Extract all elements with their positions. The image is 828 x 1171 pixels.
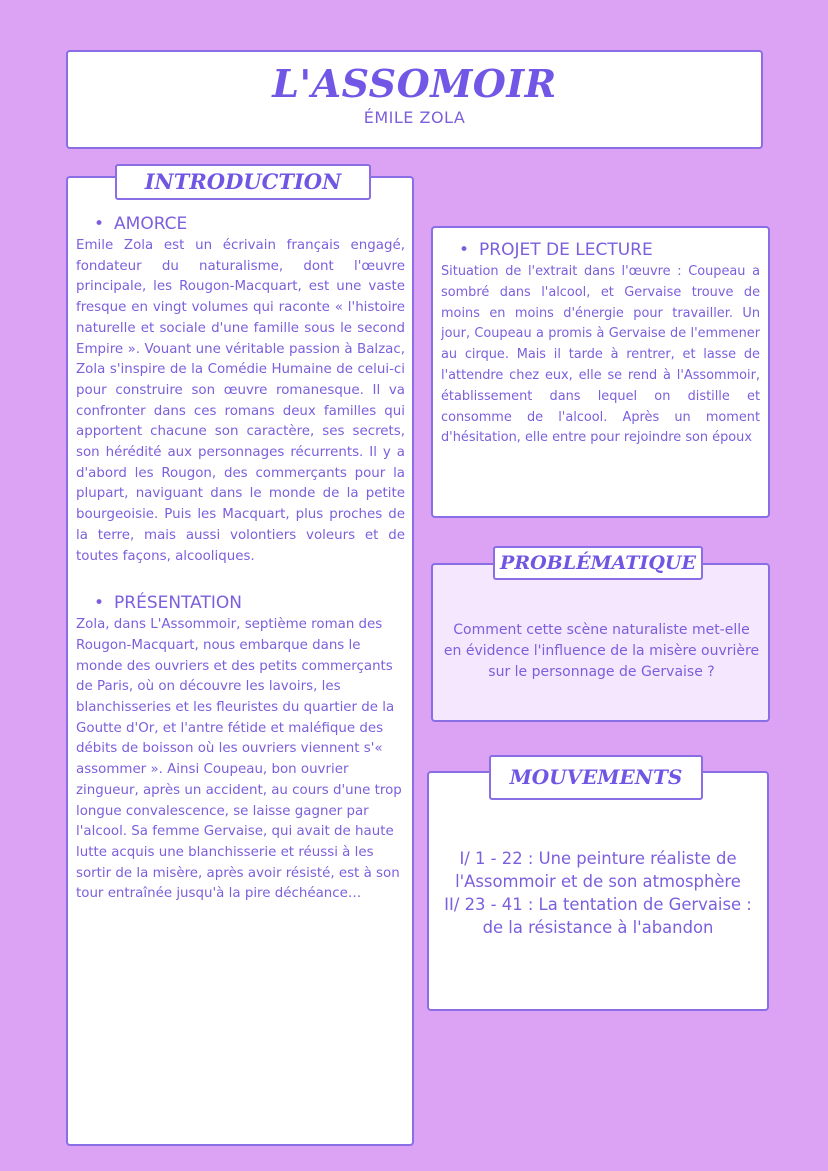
mouvements-list xyxy=(431,847,765,939)
title-header xyxy=(66,50,763,149)
problematique-text: Comment cette scène naturaliste met-elle en évidence l'influence de la misère ouvrière sur le personnage de Gervaise ? xyxy=(443,622,760,680)
introduction-content xyxy=(76,214,405,905)
projet-de-lecture-panel xyxy=(431,226,770,518)
problematique-tab-label: PROBLÉMATIQUE xyxy=(493,546,703,580)
introduction-panel xyxy=(66,176,414,1146)
mouvement-2-line-2: de la résistance à l'abandon xyxy=(482,918,714,937)
mouvement-2-line-1: II/ 23 - 41 : La tentation de Gervaise : xyxy=(444,895,752,914)
projet-heading: • PROJET DE LECTURE xyxy=(459,240,760,260)
page-title: L'ASSOMOIR xyxy=(272,61,557,106)
amorce-text: Emile Zola est un écrivain français engagé, fondateur du naturalisme, dont l'œuvre principale, les Rougon-Macquart, est une vaste fresque en vingt volumes qui raconte « l'histoire naturelle et sociale d'une famille sous le second Empire ». Vouant une véritable passion à Balzac, Zola s'inspire de la Comédie Humaine de celui-ci pour construire son œuvre romanesque. Il va confronter dans ces romans deux familles qui apportent chacune son caractère, ses secrets, son hérédité aux personnages récurrents. Il y a d'abord les Rougon, des commerçants pour la plupart, naviguant dans le monde de la petite bourgeoisie. Puis les Macquart, plus proches de la terre, mais aussi volontiers voleurs et de toutes façons, alcooliques. xyxy=(76,238,405,564)
author-name: ÉMILE ZOLA xyxy=(363,108,466,127)
projet-text: Situation de l'extrait dans l'œuvre : Coupeau a sombré dans l'alcool, et Gervaise trouve de moins en moins d'énergie pour travailler. Un jour, Coupeau a promis à Gervaise de l'emmener au cirque. Mais il tarde à rentrer, et lasse de l'attendre chez eux, elle se rend à l'Assommoir, établissement dans lequel on distille et consomme de l'alcool. Après un moment d'hésitation, elle entre pour rejoindre son époux xyxy=(441,264,760,446)
projet-content xyxy=(441,240,760,449)
mouvements-tab-label: MOUVEMENTS xyxy=(489,755,703,800)
mouvement-1-line-2: l'Assommoir et de son atmosphère xyxy=(455,872,741,891)
presentation-text: Zola, dans L'Assommoir, septième roman des Rougon-Macquart, nous embarque dans le monde des ouvriers et des petits commerçants de Paris, où on découvre les lavoirs, les blanchisseries et les fleuristes du quartier de la Goutte d'Or, et l'antre fétide et maléfique des débits de boisson où les ouvriers viennent s'« assommer ». Ainsi Coupeau, bon ouvrier zingueur, après un accident, au cours d'une trop longue convalescence, se laisse gagner par l'alcool. Sa femme Gervaise, qui avait de haute lutte acquis une blanchisserie et réussi à les sortir de la misère, après avoir résisté, est à son tour entraînée jusqu'à la pire déchéance… xyxy=(76,617,402,902)
presentation-heading: • PRÉSENTATION xyxy=(94,593,405,613)
presentation-section xyxy=(76,593,405,905)
problematique-panel xyxy=(431,563,770,722)
mouvement-1-line-1: I/ 1 - 22 : Une peinture réaliste de xyxy=(459,849,737,868)
amorce-heading: • AMORCE xyxy=(94,214,405,234)
introduction-tab-label: INTRODUCTION xyxy=(115,164,371,200)
amorce-section xyxy=(76,214,405,567)
mouvements-panel xyxy=(427,771,769,1011)
